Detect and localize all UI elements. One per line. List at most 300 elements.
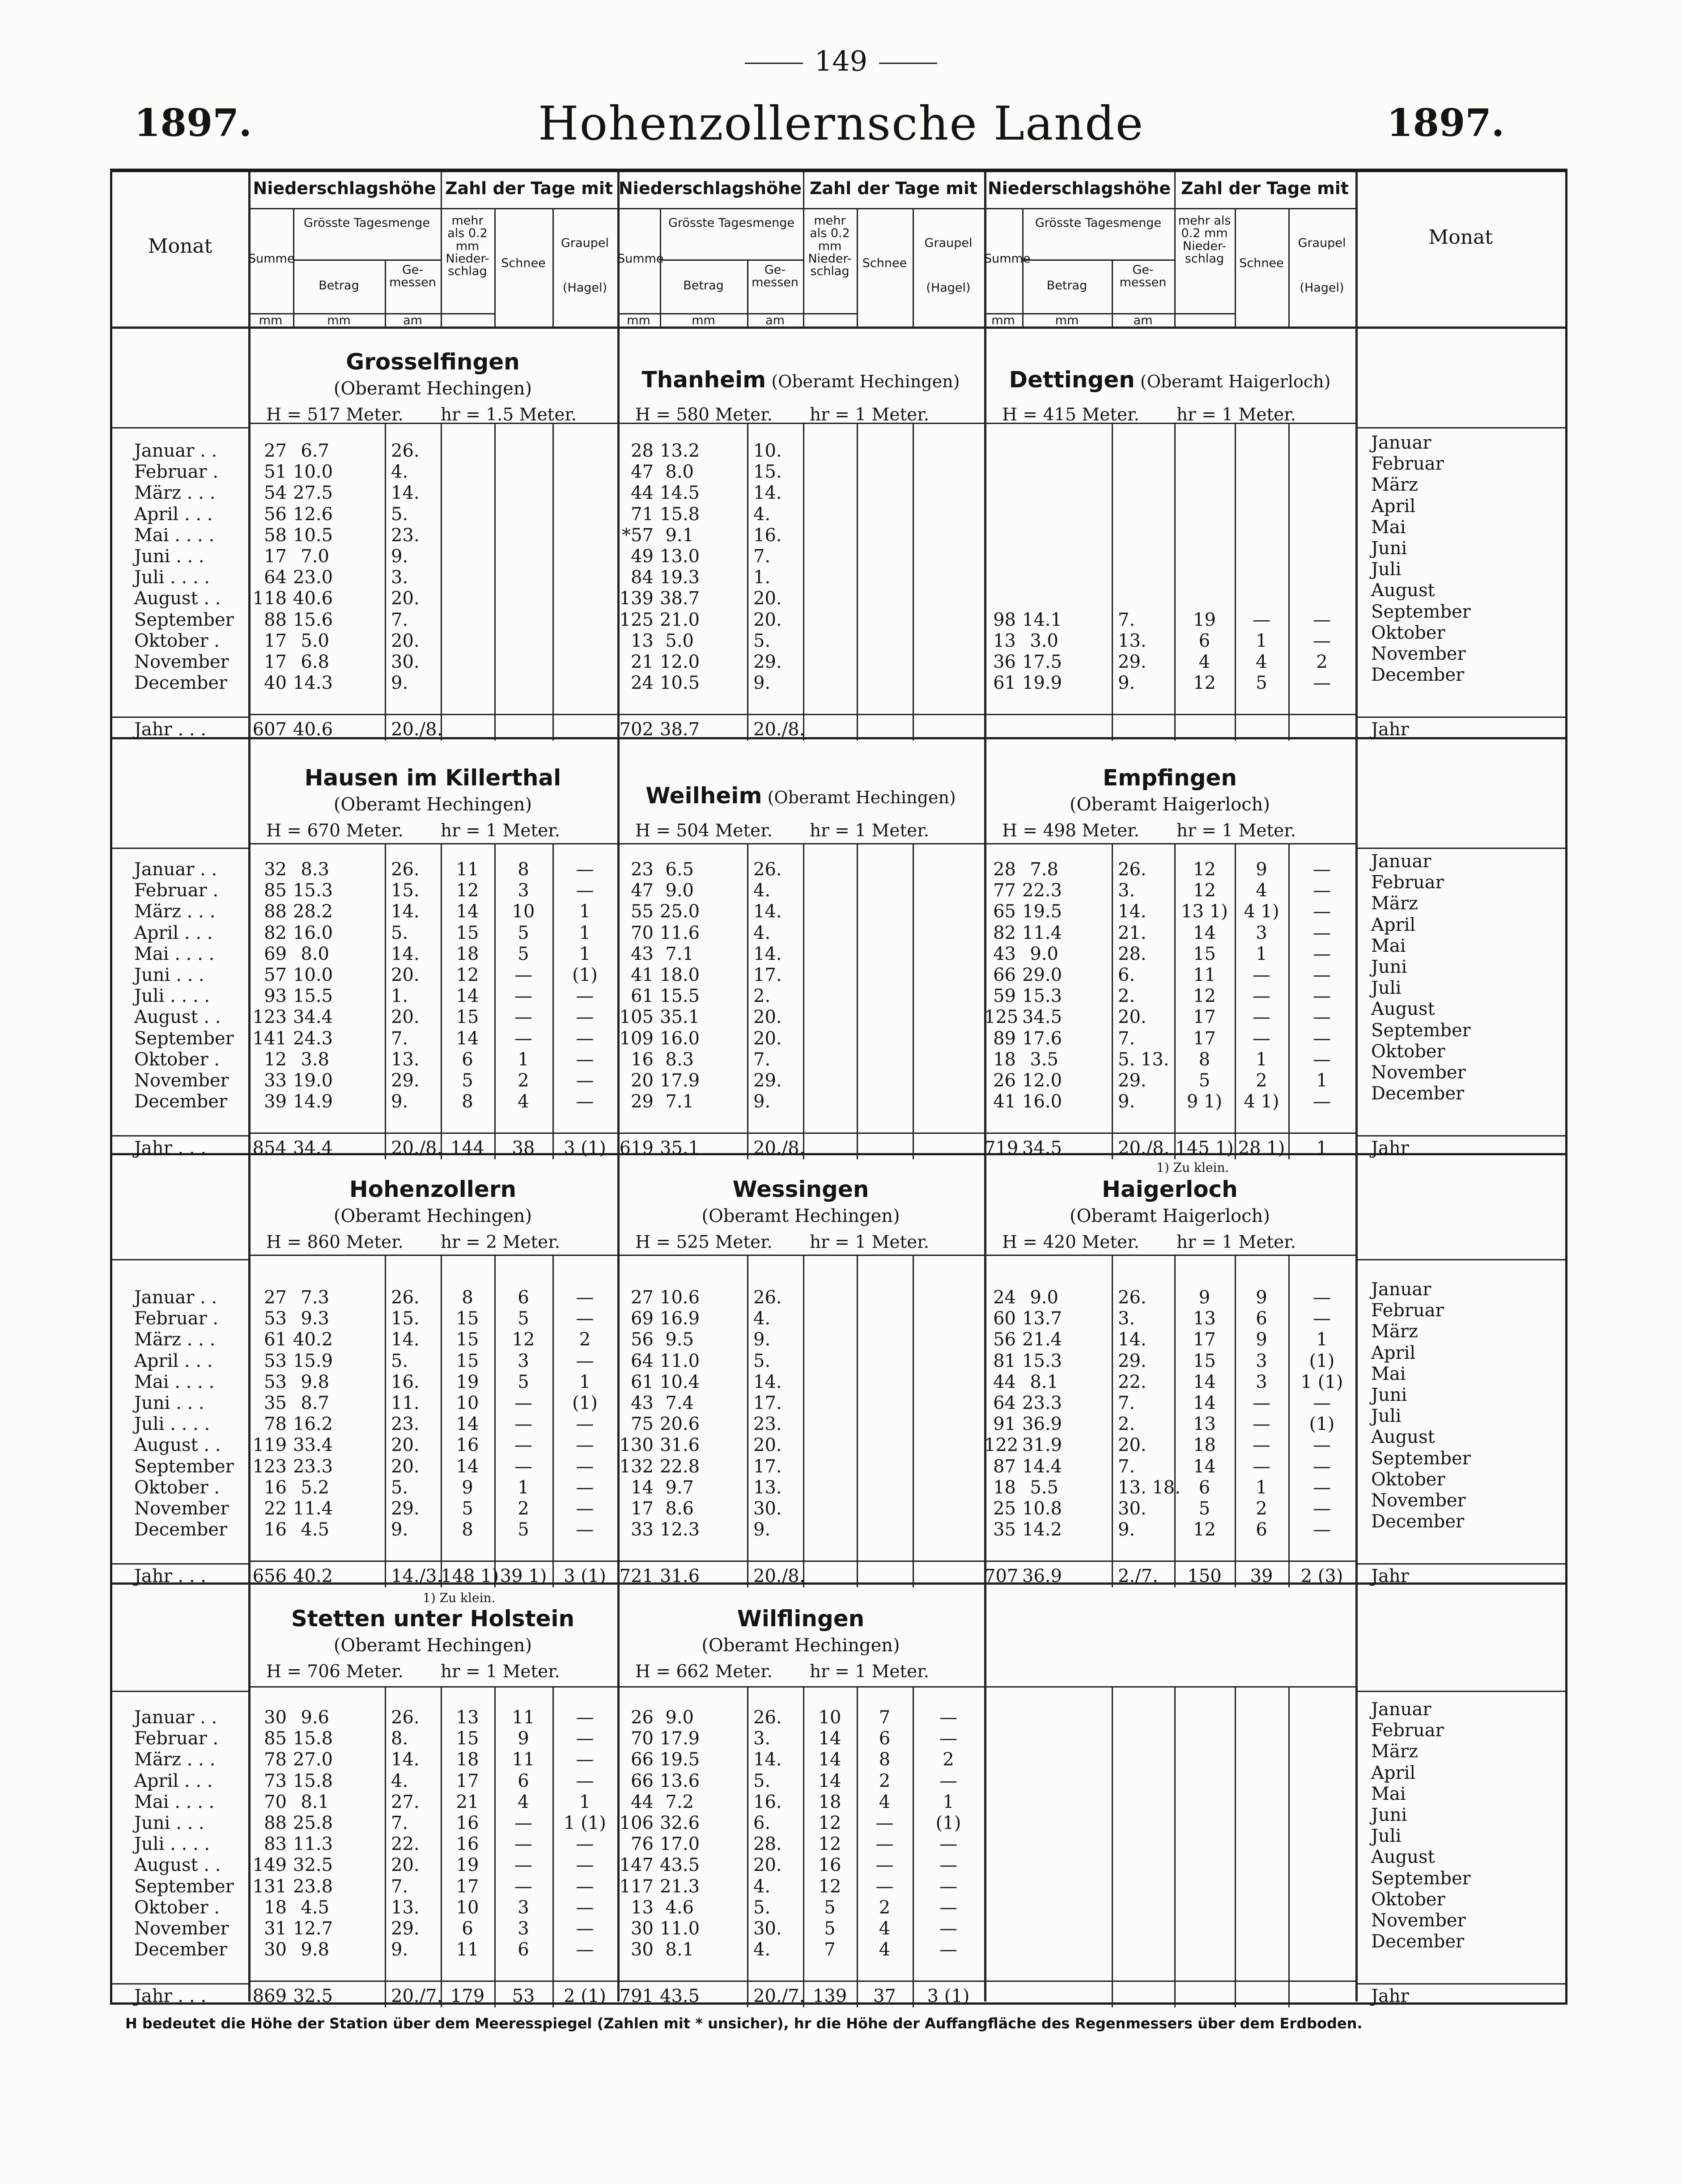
data-cell: 53	[264, 1350, 287, 1371]
data-cell: 6.	[1118, 965, 1135, 985]
year-total-cell: 854	[252, 1138, 287, 1158]
rule-vertical	[803, 423, 804, 741]
data-cell: 106	[619, 1813, 654, 1833]
rule-vertical	[913, 208, 914, 327]
data-cell: —	[514, 1393, 532, 1413]
data-cell: 5.2	[301, 1477, 329, 1498]
data-cell: 56	[631, 1329, 654, 1350]
header-graupel: Graupel	[924, 236, 973, 250]
data-cell: 27.5	[293, 483, 333, 504]
rule-horizontal	[293, 259, 441, 261]
data-cell: 10.5	[293, 525, 333, 546]
data-cell: 4.	[753, 504, 771, 525]
data-cell: 9.	[391, 1091, 408, 1112]
data-cell: 15.	[391, 1308, 420, 1329]
rule-vertical	[913, 423, 914, 741]
year-label: Jahr . . .	[134, 1986, 207, 2006]
data-cell: 4	[1256, 880, 1267, 901]
station-name: Thanheim	[641, 367, 766, 393]
data-cell: 17.	[753, 1456, 782, 1477]
station-name: Stetten unter Holstein	[291, 1606, 575, 1632]
month-label: September	[134, 609, 234, 630]
data-cell: 9.5	[665, 1329, 694, 1350]
rule-vertical	[1174, 1686, 1176, 2007]
data-cell: 7.	[1118, 1393, 1135, 1413]
rule-horizontal	[112, 427, 248, 428]
rule-horizontal	[1355, 427, 1566, 428]
data-cell: 88	[264, 609, 287, 630]
data-cell: 7.1	[665, 1091, 694, 1112]
data-cell: 11.6	[660, 922, 700, 943]
data-cell: 19.9	[1022, 673, 1062, 694]
data-cell: 7.	[391, 1813, 408, 1833]
data-cell: 7.1	[665, 943, 694, 964]
data-cell: —	[939, 1728, 957, 1749]
data-cell: 28.	[1118, 943, 1147, 964]
data-cell: 19	[456, 1371, 479, 1392]
data-cell: 82	[264, 922, 287, 943]
header-gemessen: Ge-messen	[389, 263, 436, 290]
month-label: Oktober .	[134, 1049, 220, 1070]
header-hagel: (Hagel)	[562, 281, 607, 295]
year-total-cell: 35.1	[660, 1138, 700, 1158]
data-cell: 4.6	[665, 1897, 694, 1918]
data-cell: 10.0	[293, 965, 333, 985]
data-cell: —	[514, 965, 532, 985]
data-cell: 27	[264, 441, 287, 461]
data-cell: 18	[818, 1791, 841, 1812]
data-cell: 43.5	[660, 1855, 700, 1876]
month-label: Oktober .	[134, 630, 220, 651]
month-label: Juli . . . .	[134, 567, 210, 588]
data-cell: 24	[993, 1287, 1016, 1308]
data-cell: 17.	[753, 965, 782, 985]
data-cell: 33	[631, 1519, 654, 1540]
data-cell: 20.	[391, 1007, 420, 1028]
data-cell: 7.	[391, 1028, 408, 1049]
data-cell: 1	[579, 943, 591, 964]
data-cell: 10	[456, 1897, 479, 1918]
data-cell: 17	[631, 1498, 654, 1519]
year-total-cell: 34.5	[1022, 1138, 1062, 1158]
data-cell: 9.	[753, 673, 771, 694]
data-cell: 5.	[391, 922, 408, 943]
data-cell: 20.	[1118, 1435, 1147, 1456]
data-cell: 8	[518, 859, 529, 880]
station-district: (Oberamt Haigerloch)	[1070, 794, 1270, 815]
month-label-right: August	[1371, 999, 1435, 1020]
data-cell: 2	[879, 1770, 891, 1791]
data-cell: 3.	[391, 567, 408, 588]
data-cell: 16.	[753, 525, 782, 546]
month-label-right: Juli	[1371, 1406, 1402, 1427]
data-cell: —	[1313, 943, 1331, 964]
year-total-cell: 37	[873, 1986, 896, 2006]
rule-vertical	[1112, 1686, 1113, 2007]
month-label: Februar .	[134, 462, 219, 483]
data-cell: —	[1313, 986, 1331, 1007]
data-cell: 20.	[391, 1435, 420, 1456]
data-cell: 14.	[753, 1371, 782, 1392]
station-title	[617, 783, 984, 809]
data-cell: 11	[512, 1749, 535, 1770]
data-cell: —	[1313, 630, 1331, 651]
year-right: 1897.	[1387, 101, 1505, 145]
data-cell: 3.	[753, 1728, 771, 1749]
month-label-right: December	[1371, 665, 1465, 686]
data-cell: 7.	[391, 1876, 408, 1897]
month-label: Mai . . . .	[134, 525, 215, 546]
data-cell: 41	[631, 965, 654, 985]
month-label-right: Oktober	[1371, 622, 1445, 643]
year-total-cell: 719	[984, 1138, 1019, 1158]
data-cell: 3	[518, 1897, 529, 1918]
data-cell: 88	[264, 1813, 287, 1833]
data-cell: 8.7	[301, 1393, 329, 1413]
data-cell: 12	[512, 1329, 535, 1350]
month-label: August . .	[134, 588, 221, 609]
data-cell: 5.0	[301, 630, 329, 651]
data-cell: 5.	[391, 1350, 408, 1371]
rule-horizontal	[112, 1135, 248, 1137]
data-cell: 1	[518, 1477, 529, 1498]
rule-vertical	[385, 423, 386, 741]
data-cell: 132	[619, 1456, 654, 1477]
data-cell: 1.	[391, 986, 408, 1007]
month-label-right: December	[1371, 1511, 1465, 1532]
data-cell: 57	[264, 965, 287, 985]
month-label-right: Juli	[1371, 1826, 1402, 1847]
rule-vertical	[1112, 423, 1113, 741]
month-label: März . . .	[134, 1749, 216, 1770]
data-cell: 40	[264, 673, 287, 694]
data-cell: 44	[631, 483, 654, 504]
data-cell: —	[939, 1939, 957, 1960]
data-cell: —	[576, 1028, 594, 1049]
data-cell: 4 1)	[1244, 1091, 1279, 1112]
data-cell: 10	[818, 1707, 841, 1728]
data-cell: 8.	[391, 1728, 408, 1749]
data-cell: 10.0	[293, 462, 333, 483]
data-cell: 15.5	[293, 986, 333, 1007]
data-cell: 14	[456, 901, 479, 922]
month-label-right: November	[1371, 1490, 1466, 1511]
data-cell: 26.	[753, 859, 782, 880]
data-cell: 13	[993, 630, 1016, 651]
year-total-cell: 139	[812, 1986, 847, 2006]
header-gemessen: Ge-messen	[752, 263, 799, 290]
data-cell: 56	[264, 504, 287, 525]
data-cell: 12	[818, 1834, 841, 1855]
data-cell: 27	[631, 1287, 654, 1308]
data-cell: 5	[518, 1308, 529, 1329]
data-cell: 2	[943, 1749, 954, 1770]
data-cell: 18	[456, 1749, 479, 1770]
data-cell: 18	[993, 1477, 1016, 1498]
station-district: (Oberamt Haigerloch)	[1070, 1206, 1270, 1226]
month-label-right: September	[1371, 1448, 1471, 1469]
header-zahl-der-tage: Zahl der Tage mit	[809, 178, 978, 198]
rule-vertical	[1288, 1686, 1290, 2007]
month-label: Januar . .	[134, 859, 217, 880]
data-cell: 13.0	[660, 546, 700, 567]
data-cell: 12.6	[293, 504, 333, 525]
data-cell: 34.5	[1022, 1007, 1062, 1028]
month-label: Februar .	[134, 1728, 219, 1749]
month-label: September	[134, 1876, 234, 1897]
rule-horizontal	[248, 1561, 1355, 1562]
data-cell: 26.	[391, 441, 420, 461]
data-cell: 66	[993, 965, 1016, 985]
data-cell: 38.7	[660, 588, 700, 609]
data-cell: 23.3	[293, 1456, 333, 1477]
data-cell: —	[576, 1728, 594, 1749]
data-cell: 7.2	[665, 1791, 694, 1812]
month-label-right: Oktober	[1371, 1469, 1445, 1490]
data-cell: 49	[631, 546, 654, 567]
data-cell: 14.2	[1022, 1519, 1062, 1540]
data-cell: 27	[264, 1287, 287, 1308]
data-cell: 16	[264, 1477, 287, 1498]
data-cell: 10.5	[660, 673, 700, 694]
data-cell: 29	[631, 1091, 654, 1112]
data-cell: —	[1253, 1007, 1270, 1028]
data-cell: —	[939, 1707, 957, 1728]
header-unit-mm: mm	[1055, 314, 1079, 327]
header-groesste-tagesmenge: Grösste Tagesmenge	[1035, 216, 1162, 230]
rule-horizontal	[248, 1980, 1355, 1982]
data-cell: 15.6	[293, 609, 333, 630]
data-cell: —	[576, 1770, 594, 1791]
data-cell: 60	[993, 1308, 1016, 1329]
data-cell: 64	[631, 1350, 654, 1371]
year-total-cell: 43.5	[660, 1986, 700, 2006]
data-cell: 18	[264, 1897, 287, 1918]
data-cell: —	[576, 880, 594, 901]
data-cell: —	[576, 1918, 594, 1939]
data-cell: 17	[264, 630, 287, 651]
data-cell: —	[576, 1897, 594, 1918]
data-cell: 44	[993, 1371, 1016, 1392]
data-cell: 35	[993, 1519, 1016, 1540]
data-cell: 98	[993, 609, 1016, 630]
data-cell: 5	[462, 1498, 473, 1519]
rule-vertical	[1355, 171, 1358, 2002]
data-cell: 16	[631, 1049, 654, 1070]
year-label-right: Jahr	[1371, 719, 1409, 740]
data-cell: 17	[456, 1876, 479, 1897]
header-unit-am: am	[403, 314, 422, 327]
data-cell: 8.1	[665, 1939, 694, 1960]
data-cell: 123	[252, 1007, 287, 1028]
data-cell: —	[514, 986, 532, 1007]
month-label-right: Februar	[1371, 872, 1444, 893]
data-cell: 2	[518, 1070, 529, 1091]
data-cell: 14.	[391, 1329, 420, 1350]
year-total-cell: 31.6	[660, 1566, 700, 1586]
data-cell: 23.3	[1022, 1393, 1062, 1413]
header-schnee: Schnee	[862, 256, 907, 270]
header-schnee: Schnee	[1239, 256, 1284, 270]
data-cell: 14.	[391, 483, 420, 504]
month-label: Juli . . . .	[134, 986, 210, 1007]
data-cell: —	[514, 1414, 532, 1435]
data-cell: 2	[518, 1498, 529, 1519]
data-cell: 61	[993, 673, 1016, 694]
data-cell: 16	[264, 1519, 287, 1540]
data-cell: 83	[264, 1834, 287, 1855]
month-label: December	[134, 1091, 228, 1112]
data-cell: 17	[264, 652, 287, 672]
station-district: (Oberamt Hechingen)	[701, 1635, 900, 1656]
data-cell: 15.	[753, 462, 782, 483]
rule-vertical	[552, 208, 554, 327]
month-label-right: Juni	[1371, 538, 1407, 559]
data-cell: 29.	[753, 1070, 782, 1091]
data-cell: 23.	[391, 1414, 420, 1435]
year-total-cell: 869	[252, 1986, 287, 2006]
data-cell: (1)	[1309, 1350, 1335, 1371]
data-cell: 14	[456, 1414, 479, 1435]
rule-vertical	[660, 208, 661, 327]
data-cell: 21.4	[1022, 1329, 1062, 1350]
station-name: Haigerloch	[1102, 1176, 1238, 1202]
data-cell: 9.	[391, 546, 408, 567]
data-cell: *57	[622, 525, 654, 546]
data-cell: 5	[824, 1897, 836, 1918]
data-cell: 14.	[753, 901, 782, 922]
data-cell: 4	[1256, 652, 1267, 672]
data-cell: 30.	[753, 1918, 782, 1939]
year-total-cell: 20./8.	[1118, 1138, 1170, 1158]
data-cell: (1)	[572, 1393, 598, 1413]
year-total-cell: 2 (1)	[564, 1986, 606, 2006]
data-cell: —	[514, 1007, 532, 1028]
data-cell: 14	[1193, 1393, 1216, 1413]
data-cell: 4	[1198, 652, 1211, 672]
data-cell: 4.	[753, 1939, 771, 1960]
data-cell: 12	[818, 1876, 841, 1897]
data-cell: 23.	[753, 1414, 782, 1435]
data-cell: 9.	[1118, 673, 1135, 694]
data-cell: —	[576, 1049, 594, 1070]
month-label: Februar .	[134, 880, 219, 901]
data-cell: 9.0	[665, 880, 694, 901]
data-cell: 9 1)	[1186, 1091, 1223, 1112]
data-cell: 6	[1256, 1308, 1267, 1329]
data-cell: 8.3	[301, 859, 329, 880]
data-cell: 44	[631, 1791, 654, 1812]
month-label-right: August	[1371, 1427, 1435, 1448]
data-cell: 70	[264, 1791, 287, 1812]
header-summe: Summe	[248, 252, 295, 266]
data-cell: 25.8	[293, 1813, 333, 1833]
data-cell: 65	[993, 901, 1016, 922]
data-cell: 17	[456, 1770, 479, 1791]
data-cell: 40.2	[293, 1329, 333, 1350]
year-total-cell: 607	[252, 719, 287, 740]
data-cell: 122	[984, 1435, 1019, 1456]
station-name: Hohenzollern	[349, 1176, 517, 1202]
month-label: December	[134, 1939, 228, 1960]
data-cell: 26.	[391, 1707, 420, 1728]
data-cell: 2.	[1118, 986, 1135, 1007]
data-cell: 61	[631, 1371, 654, 1392]
year-total-cell: 38.7	[660, 719, 700, 740]
data-cell: 26	[631, 1707, 654, 1728]
data-cell: 64	[264, 567, 287, 588]
station-name: Wessingen	[732, 1176, 869, 1202]
rule-vertical	[913, 1255, 914, 1587]
rule-horizontal	[248, 714, 1355, 715]
month-label-right: November	[1371, 1062, 1466, 1083]
year-total-cell: 2 (3)	[1300, 1566, 1343, 1586]
data-cell: 17	[1193, 1329, 1216, 1350]
data-cell: 5.	[753, 1897, 771, 1918]
data-cell: 6	[518, 1939, 529, 1960]
data-cell: 43	[993, 943, 1016, 964]
month-label: November	[134, 1070, 229, 1091]
data-cell: —	[576, 859, 594, 880]
data-cell: 29.	[391, 1070, 420, 1091]
station-gauge-height: hr = 1 Meter.	[810, 1232, 929, 1252]
rule-horizontal	[660, 259, 803, 261]
data-cell: 15	[1193, 1350, 1216, 1371]
data-cell: —	[576, 1456, 594, 1477]
rule-vertical	[1235, 1686, 1236, 2007]
footnote-zu-klein: 1) Zu klein.	[423, 1590, 496, 1605]
data-cell: —	[1253, 1456, 1270, 1477]
month-label: Juni . . .	[134, 965, 204, 985]
data-cell: 4	[518, 1791, 529, 1812]
month-label: November	[134, 1498, 229, 1519]
data-cell: 29.	[1118, 1070, 1147, 1091]
data-cell: 2.	[1118, 1414, 1135, 1435]
station-height: H = 420 Meter.	[1002, 1232, 1139, 1252]
station-height: H = 498 Meter.	[1002, 821, 1139, 841]
data-cell: 109	[619, 1028, 654, 1049]
data-cell: 13	[456, 1707, 479, 1728]
rule-horizontal	[248, 1132, 1355, 1134]
month-label-right: März	[1371, 475, 1418, 496]
year-total-cell: 32.5	[293, 1986, 333, 2006]
data-cell: —	[576, 1070, 594, 1091]
data-cell: 12.3	[660, 1519, 700, 1540]
data-cell: 20.	[753, 609, 782, 630]
data-cell: 78	[264, 1749, 287, 1770]
rule-horizontal	[1355, 1259, 1566, 1260]
header-niederschlagshoehe: Niederschlagshöhe	[988, 178, 1171, 198]
data-cell: 131	[252, 1876, 287, 1897]
data-cell: 1	[579, 1791, 591, 1812]
month-label-right: December	[1371, 1083, 1465, 1104]
data-cell: —	[1313, 1393, 1331, 1413]
station-height: H = 662 Meter.	[635, 1662, 773, 1682]
data-cell: —	[1253, 1028, 1270, 1049]
year-total-cell: 39 1)	[500, 1566, 547, 1586]
data-cell: 11	[1193, 965, 1216, 985]
data-cell: —	[1313, 1308, 1331, 1329]
data-cell: 33.4	[293, 1435, 333, 1456]
data-cell: 21.0	[660, 609, 700, 630]
data-cell: 20.	[753, 1855, 782, 1876]
data-cell: 4	[518, 1091, 529, 1112]
year-total-cell: 20./8.	[391, 719, 443, 740]
data-cell: 28.	[753, 1834, 782, 1855]
header-betrag: Betrag	[319, 279, 359, 293]
data-cell: 75	[631, 1414, 654, 1435]
data-cell: 4.	[391, 462, 408, 483]
